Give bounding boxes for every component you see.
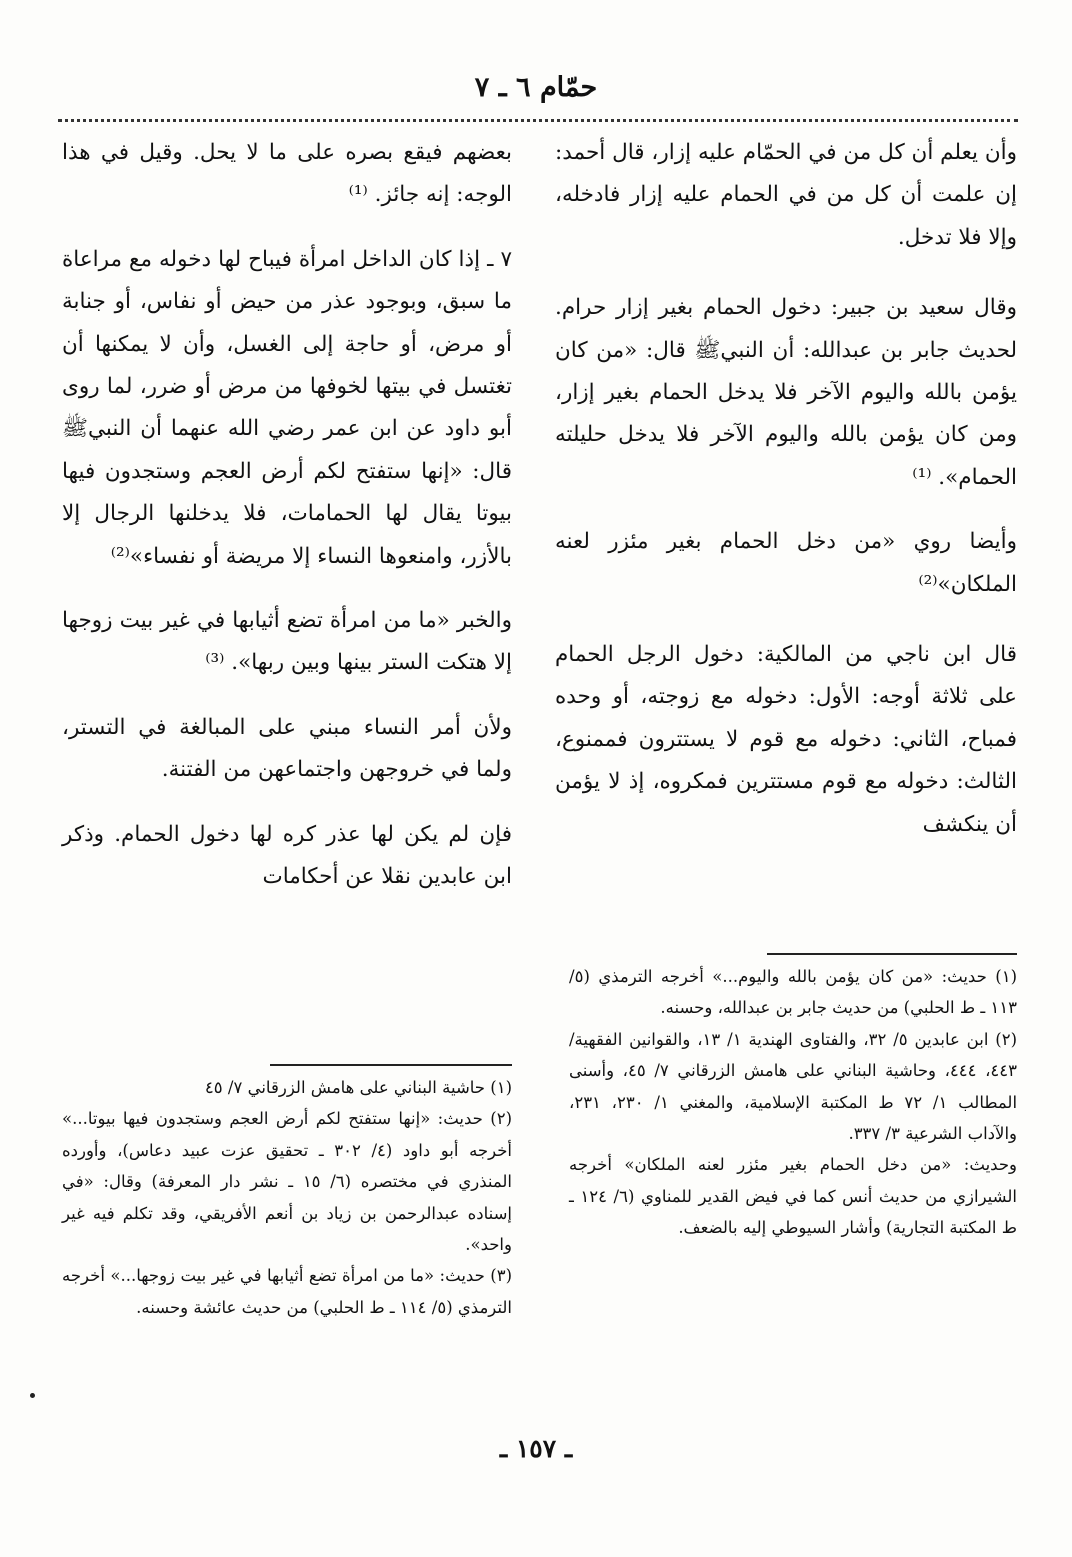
running-header: حمّام ٦ ـ ٧	[474, 72, 598, 103]
paragraph: وقال سعيد بن جبير: دخول الحمام بغير إزار حرام. لحديث جابر بن عبدالله: أن النبيﷺ قال: «من كان يؤمن بالله واليوم الآخر فلا يدخل الحمام بغير إزار، ومن كان يؤمن بالله واليوم الآخر فلا يدخل حليلته الحمام». ⁽¹⁾	[555, 295, 1017, 490]
paragraph: ٧ ـ إذا كان الداخل امرأة فيباح لها دخوله مع مراعاة ما سبق، وبوجود عذر من حيض أو نفاس، أو جنابة أو مرض، أو حاجة إلى الغسل، وأن لا يمكنها أن تغتسل في بيتها لخوفها من مرض أو ضرر، لما روى أبو داود عن ابن عمر رضي الله عنهما أن النبيﷺ قال: «إنها ستفتح لكم أرض العجم وستجدون فيها بيوتا يقال لها الحمامات، فلا يدخلنها الرجال إلا بالأزر، وامنعوها النساء إلا مريضة أو نفساء»⁽²⁾	[62, 246, 512, 569]
header-dotted-rule	[58, 119, 1018, 122]
paragraph: قال ابن ناجي من المالكية: دخول الرجل الحمام على ثلاثة أوجه: الأول: دخوله مع زوجته، أو وحده فمباح، الثاني: دخوله مع قوم لا يستترون فممنوع، الثالث: دخوله مع قوم مستترين فمكروه، إذ لا يؤمن أن ينكشف	[555, 642, 1017, 837]
footnote: (٣) حديث: «ما من امرأة تضع أثيابها في غير بيت زوجها...» أخرجه الترمذي (٥/ ١١٤ ـ ط الحلبي) من حديث عائشة وحسنه.	[62, 1266, 512, 1317]
footnote: وحديث: «من دخل الحمام بغير مئزر لعنه الملكان» أخرجه الشيرازي من حديث أنس كما في فيض القدير للمناوي (٦/ ١٢٤ ـ ط المكتبة التجارية) وأشار السيوطي إليه بالضعف.	[569, 1155, 1017, 1238]
right-footnotes	[569, 953, 1017, 1244]
paragraph: وأن يعلم أن كل من في الحمّام عليه إزار، قال أحمد: إن علمت أن كل من في الحمام عليه إزار فادخله، وإلا فلا تدخل.	[555, 140, 1017, 250]
scan-speck	[30, 1393, 35, 1398]
left-footnotes	[62, 1064, 512, 1323]
left-column	[62, 132, 512, 899]
footnote: (٢) ابن عابدين ٥/ ٣٢، والفتاوى الهندية ١/ ١٣، والقوانين الفقهية/ ٤٤٣، ٤٤٤، وحاشية البناني على هامش الزرقاني ٧/ ٤٥، وأسنى المطالب ١/ ٧٢ ط المكتبة الإسلامية، والمغني ١/ ٢٣٠، ٢٣١، والآداب الشرعية ٣/ ٣٣٧.	[569, 1029, 1018, 1144]
page-number: ـ ١٥٧ ـ	[499, 1434, 573, 1463]
paragraph: فإن لم يكن لها عذر كره لها دخول الحمام. وذكر ابن عابدين نقلا عن أحكامات	[62, 821, 512, 890]
paragraph: والخبر «ما من امرأة تضع أثيابها في غير بيت زوجها إلا هتكت الستر بينها وبين ربها». ⁽³⁾	[62, 608, 512, 676]
footnote: (١) حاشية البناني على هامش الزرقاني ٧/ ٤٥	[204, 1078, 512, 1097]
right-column	[555, 132, 1017, 846]
paragraph: ولأن أمر النساء مبني على المبالغة في التستر، ولما في خروجهن واجتماعهن من الفتنة.	[62, 714, 512, 783]
footnote: (٢) حديث: «إنها ستفتح لكم أرض العجم وستجدون فيها بيوتا...» أخرجه أبو داود (٤/ ٣٠٢ ـ تحقيق عزت عبيد دعاس)، وأورده المنذري في مختصره (٦/ ١٥ ـ نشر دار المعرفة) وقال: «في إسناده عبدالرحمن بن زياد بن أنعم الأفريقي، وقد تكلم فيه غير واحد».	[62, 1109, 513, 1255]
paragraph: بعضهم فيقع بصره على ما لا يحل. وقيل في هذا الوجه: إنه جائز. ⁽¹⁾	[62, 140, 512, 208]
footnote: (١) حديث: «من كان يؤمن بالله واليوم...» أخرجه الترمذي (٥/ ١١٣ ـ ط الحلبي) من حديث جابر بن عبدالله، وحسنه.	[569, 967, 1017, 1018]
paragraph: وأيضا روي «من دخل الحمام بغير مئزر لعنه الملكان»⁽²⁾	[555, 529, 1017, 597]
